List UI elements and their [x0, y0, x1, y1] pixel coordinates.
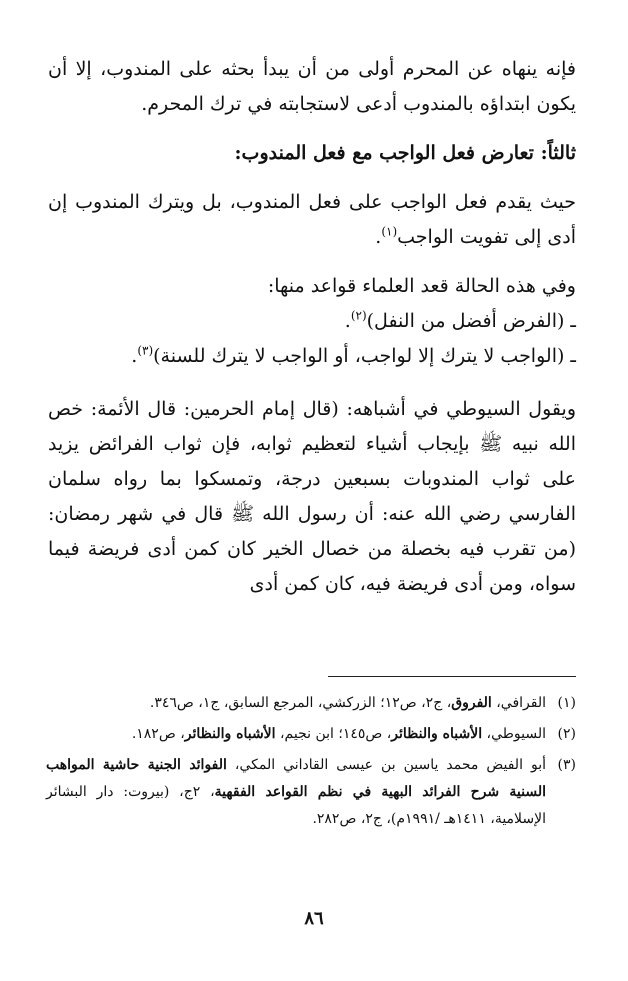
footnote-book-title: الأشباه والنظائر	[391, 726, 483, 742]
footnote-number: (٢)	[557, 726, 576, 742]
footnote-text	[46, 752, 546, 833]
rule-2-text: ـ (الواجب لا يترك إلا لواجب، أو الواجب لا يترك للسنة)	[153, 345, 576, 367]
footnote-text	[46, 690, 546, 717]
rule-item-1	[48, 304, 576, 339]
footnotes	[46, 690, 576, 837]
rule-1-end: .	[344, 310, 351, 332]
footnote-details: ، ٢ج، (بيروت: دار البشائر الإسلامية، ١٤١١هـ /١٩٩١م)، ج٢، ص٢٨٢.	[46, 784, 546, 827]
footnote-1	[46, 690, 576, 717]
rule-1-text: ـ (الفرض أفضل من النفل)	[366, 310, 576, 332]
footnote-author: أبو الفيض محمد ياسين بن عيسى القاداني المكي،	[226, 757, 546, 773]
footnote-book-title: الفروق	[451, 695, 492, 711]
footnote-book-title: الفوائد الجنية حاشية المواهب السنية شرح الفرائد البهية في نظم القواعد الفقهية	[46, 757, 547, 800]
rule-item-2	[48, 339, 576, 374]
footnote-2	[46, 721, 576, 748]
paragraph-3: وفي هذه الحالة قعد العلماء قواعد منها:	[267, 275, 576, 297]
footnote-ref-3: (٣)	[137, 343, 154, 358]
footnote-number: (٣)	[557, 757, 576, 773]
footnote-details: ، ج٢، ص١٢؛ الزركشي، المرجع السابق، ج١، ص٣٤٦.	[149, 695, 452, 711]
paragraph-2	[48, 185, 576, 255]
paragraph-2-text: حيث يقدم فعل الواجب على فعل المندوب، بل ويترك المندوب إن أدى إلى تفويت الواجب	[48, 191, 576, 248]
footnote-ref-1: (١)	[381, 224, 398, 239]
paragraph-1: فإنه ينهاه عن المحرم أولى من أن يبدأ بحثه على المندوب، إلا أن يكون ابتداؤه بالمندوب أدعى لاستجابته في ترك المحرم.	[48, 58, 576, 115]
footnote-author: السيوطي،	[482, 726, 546, 742]
footnote-book-title-2: الأشباه والنظائر	[184, 726, 276, 742]
paragraph-2-end: .	[375, 226, 382, 248]
footnote-author: القرافي،	[491, 695, 546, 711]
section-heading: ثالثاً: تعارض فعل الواجب مع فعل المندوب:	[234, 142, 576, 164]
page-number: ٨٦	[304, 908, 324, 929]
footnote-ref-2: (٢)	[350, 308, 367, 323]
footnote-3	[46, 752, 576, 833]
footnote-details-2: ، ص١٨٢.	[131, 726, 185, 742]
footnote-divider	[328, 676, 576, 677]
footnote-details: ، ص١٤٥؛ ابن نجيم،	[275, 726, 392, 742]
paragraph-4: ويقول السيوطي في أشباهه: (قال إمام الحرمين: قال الأئمة: خص الله نبيه ﷺ بإيجاب أشياء لتعظيم ثوابه، فإن ثواب الفرائض يزيد على ثواب المندوبات بسبعين درجة، وتمسكوا بما رواه سلمان الفارسي رضي الله عنه: أن رسول الله ﷺ قال في شهر رمضان: (من تقرب فيه بخصلة من خصال الخير كان كمن أدى فريضة فيما سواه، ومن أدى فريضة فيه، كان كمن أدى	[48, 398, 576, 595]
footnote-text	[46, 721, 546, 748]
rule-2-end: .	[131, 345, 138, 367]
footnote-number: (١)	[557, 695, 576, 711]
